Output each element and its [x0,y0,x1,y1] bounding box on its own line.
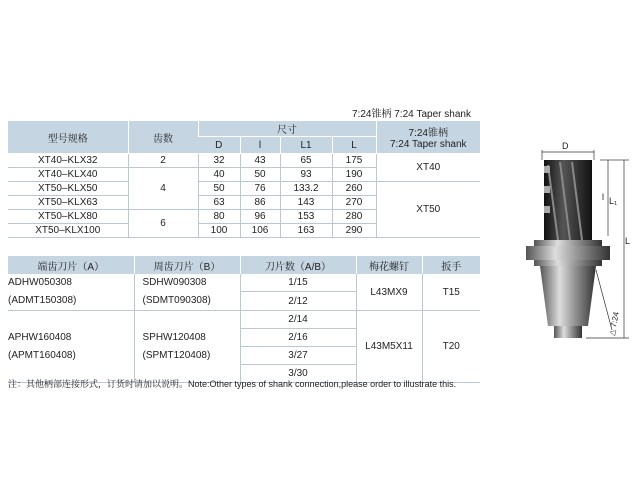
wrench-cell: T20 [422,311,480,383]
count-cell: 2/12 [240,292,356,311]
l1-cell: 163 [280,224,332,238]
label-L: L [625,236,631,246]
d-cell: 63 [198,196,240,210]
screw-cell: L43M5X11 [356,311,422,383]
d-cell: 40 [198,168,240,182]
header-screw: 梅花螺钉 [356,256,422,274]
L-cell: 190 [332,168,376,182]
end-insert-alt-code: (ADMT150308) [8,295,77,306]
end-insert-alt-code: (APMT160408) [8,349,76,361]
L-cell: 260 [332,182,376,196]
l-cell: 76 [240,182,280,196]
taper-shank [526,240,610,338]
end-insert-cell [8,311,134,383]
inserts-table [8,256,480,383]
table-row [8,274,480,292]
peripheral-insert-cell [134,311,240,383]
d-cell: 80 [198,210,240,224]
teeth-cell: 2 [128,154,198,168]
count-cell: 2/16 [240,329,356,347]
header-shank [376,121,480,154]
peripheral-insert-cell [134,274,240,311]
l1-cell: 65 [280,154,332,168]
l-cell: 106 [240,224,280,238]
teeth-cell: 4 [128,168,198,210]
header-dimensions: 尺寸 [198,121,376,137]
screw-cell: L43MX9 [356,274,422,311]
end-insert-code: ADHW050308 [8,277,72,288]
cutter-drawing [514,140,632,350]
label-l1: L₁ [609,196,618,206]
model-cell: XT50–KLX100 [8,224,128,238]
label-d: D [562,141,569,151]
d-cell: 50 [198,182,240,196]
table-row [8,182,480,196]
L-cell: 290 [332,224,376,238]
table-caption: 7:24锥柄 7:24 Taper shank [352,109,471,120]
model-cell: XT50–KLX50 [8,182,128,196]
wrench-cell: T15 [422,274,480,311]
count-cell: 3/30 [240,365,356,383]
peripheral-insert-code: SDHW090308 [142,277,207,288]
count-cell: 2/14 [240,311,356,329]
header-end-insert: 端齿刀片（A） [8,256,134,274]
footnote: 注：其他柄部连接形式，订货时请加以说明。Note:Other types of shank connection,please order to illustrate this. [8,379,457,389]
header-peripheral-insert: 周齿刀片（B） [134,256,240,274]
table-row [8,311,480,329]
L-cell: 280 [332,210,376,224]
d-cell: 32 [198,154,240,168]
peripheral-insert-alt-code: (SDMT090308) [142,295,211,306]
header-teeth: 齿数 [128,121,198,154]
shank-cell: XT40 [376,154,480,182]
header-shank-line1: 7:24锥柄 [408,128,448,139]
L-cell: 175 [332,154,376,168]
model-cell: XT50–KLX63 [8,196,128,210]
specs-table [8,121,480,238]
label-l: l [602,192,604,202]
l1-cell: 93 [280,168,332,182]
header-d: D [198,137,240,154]
cutter-head [544,160,592,242]
l1-cell: 143 [280,196,332,210]
label-taper: △ 7:24 [607,311,621,337]
L-cell: 270 [332,196,376,210]
l-cell: 50 [240,168,280,182]
header-l: l [240,137,280,154]
l1-cell: 133.2 [280,182,332,196]
header-shank-line2: 7:24 Taper shank [389,139,467,150]
header-wrench: 扳手 [422,256,480,274]
header-insert-count: 刀片数（A/B） [240,256,356,274]
header-model: 型号规格 [8,121,128,154]
header-l1: L1 [280,137,332,154]
l1-cell: 153 [280,210,332,224]
table-row [8,154,480,168]
teeth-cell: 6 [128,210,198,238]
peripheral-insert-code: SPHW120408 [142,331,206,343]
model-cell: XT40–KLX32 [8,154,128,168]
model-cell: XT40–KLX40 [8,168,128,182]
l-cell: 86 [240,196,280,210]
shank-cell: XT50 [376,182,480,238]
peripheral-insert-alt-code: (SPMT120408) [142,349,211,361]
l-cell: 43 [240,154,280,168]
end-insert-code: APHW160408 [8,331,72,343]
l-cell: 96 [240,210,280,224]
end-insert-cell [8,274,134,311]
count-cell: 3/27 [240,347,356,365]
d-cell: 100 [198,224,240,238]
count-cell: 1/15 [240,274,356,292]
header-L: L [332,137,376,154]
model-cell: XT50–KLX80 [8,210,128,224]
